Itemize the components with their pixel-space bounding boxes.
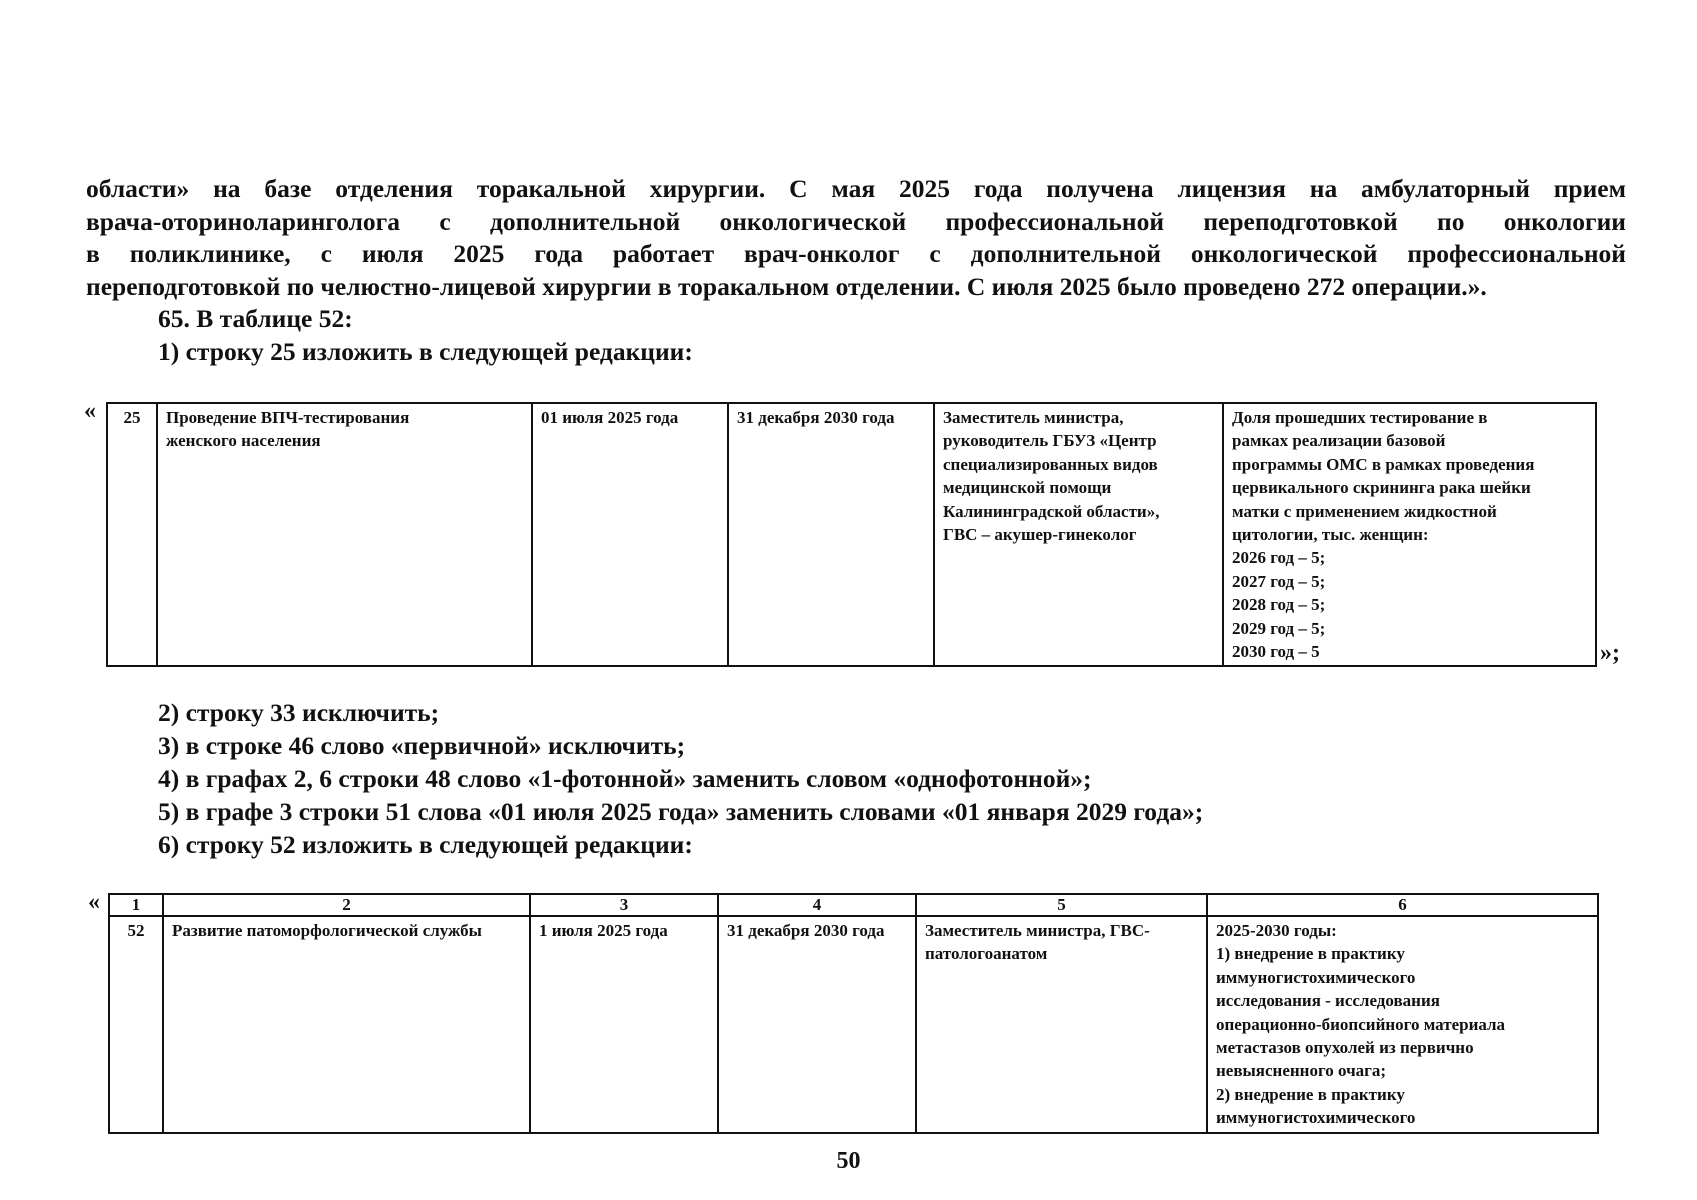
column-header: 6 bbox=[1207, 894, 1598, 916]
page-number: 50 bbox=[836, 1148, 861, 1174]
intro-paragraph bbox=[86, 173, 1626, 303]
table-row-52 bbox=[108, 893, 1599, 1134]
item-5: 5) в графе 3 строки 51 слова «01 июля 2025 года» заменить словами «01 января 2029 года»; bbox=[158, 797, 1204, 826]
intro-line: врача-оториноларинголога с дополнительной онкологической профессиональной переподготовкой по онкологии bbox=[86, 206, 1626, 236]
responsible: Заместитель министра, руководитель ГБУЗ «Центр специализированных видов медицинской помощи Калининградской области», ГВС – акушер-гинеколог bbox=[934, 403, 1223, 666]
row-number: 52 bbox=[109, 916, 163, 1133]
item-6: 6) строку 52 изложить в следующей редакции: bbox=[158, 830, 693, 859]
intro-line: в поликлинике, с июля 2025 года работает врач-онколог с дополнительной онкологической профессиональной bbox=[86, 239, 1626, 268]
intro-line: переподготовкой по челюстно-лицевой хирургии в торакальном отделении. С июля 2025 было проведено 272 операции.». bbox=[86, 271, 1487, 301]
quote-open: « bbox=[84, 398, 96, 424]
item-65: 65. В таблице 52: bbox=[158, 304, 353, 333]
item-3: 3) в строке 46 слово «первичной» исключить; bbox=[158, 731, 686, 760]
column-header: 2 bbox=[163, 894, 530, 916]
result-indicator: Доля прошедших тестирование в рамках реализации базовой программы ОМС в рамках проведения цервикального скрининга рака шейки матки с применением жидкостной цитологии, тыс. женщин: 2026 год – 5; 2027 год – 5; 2028 год – 5; 2029 год – 5; 2030 год – 5 bbox=[1223, 403, 1596, 666]
end-date: 31 декабря 2030 года bbox=[718, 916, 916, 1133]
item-4: 4) в графах 2, 6 строки 48 слово «1-фотонной» заменить словом «однофотонной»; bbox=[158, 764, 1092, 793]
intro-line: области» на базе отделения торакальной хирургии. С мая 2025 года получена лицензия на амбулаторный прием bbox=[86, 174, 1626, 203]
start-date: 01 июля 2025 года bbox=[532, 403, 728, 666]
start-date: 1 июля 2025 года bbox=[530, 916, 718, 1133]
table-row-25 bbox=[106, 402, 1597, 667]
column-header: 5 bbox=[916, 894, 1207, 916]
table-header-row bbox=[109, 894, 1598, 916]
item-2: 2) строку 33 исключить; bbox=[158, 698, 440, 727]
table-row bbox=[109, 916, 1598, 1133]
quote-open: « bbox=[88, 889, 100, 915]
end-date: 31 декабря 2030 года bbox=[728, 403, 934, 666]
item-65-1: 1) строку 25 изложить в следующей редакции: bbox=[158, 337, 693, 366]
column-header: 4 bbox=[718, 894, 916, 916]
measure-name: Проведение ВПЧ-тестирования женского населения bbox=[157, 403, 532, 666]
measure-name: Развитие патоморфологической службы bbox=[163, 916, 530, 1133]
result-indicator: 2025-2030 годы: 1) внедрение в практику иммуногистохимического исследования - исследования операционно-биопсийного материала метастазов опухолей из первично невыясненного очага; 2) внедрение в практику иммуногистохимического bbox=[1207, 916, 1598, 1133]
table-row bbox=[107, 403, 1596, 666]
column-header: 3 bbox=[530, 894, 718, 916]
column-header: 1 bbox=[109, 894, 163, 916]
quote-close: »; bbox=[1600, 640, 1620, 666]
responsible: Заместитель министра, ГВС- патологоанатом bbox=[916, 916, 1207, 1133]
row-number: 25 bbox=[107, 403, 157, 666]
